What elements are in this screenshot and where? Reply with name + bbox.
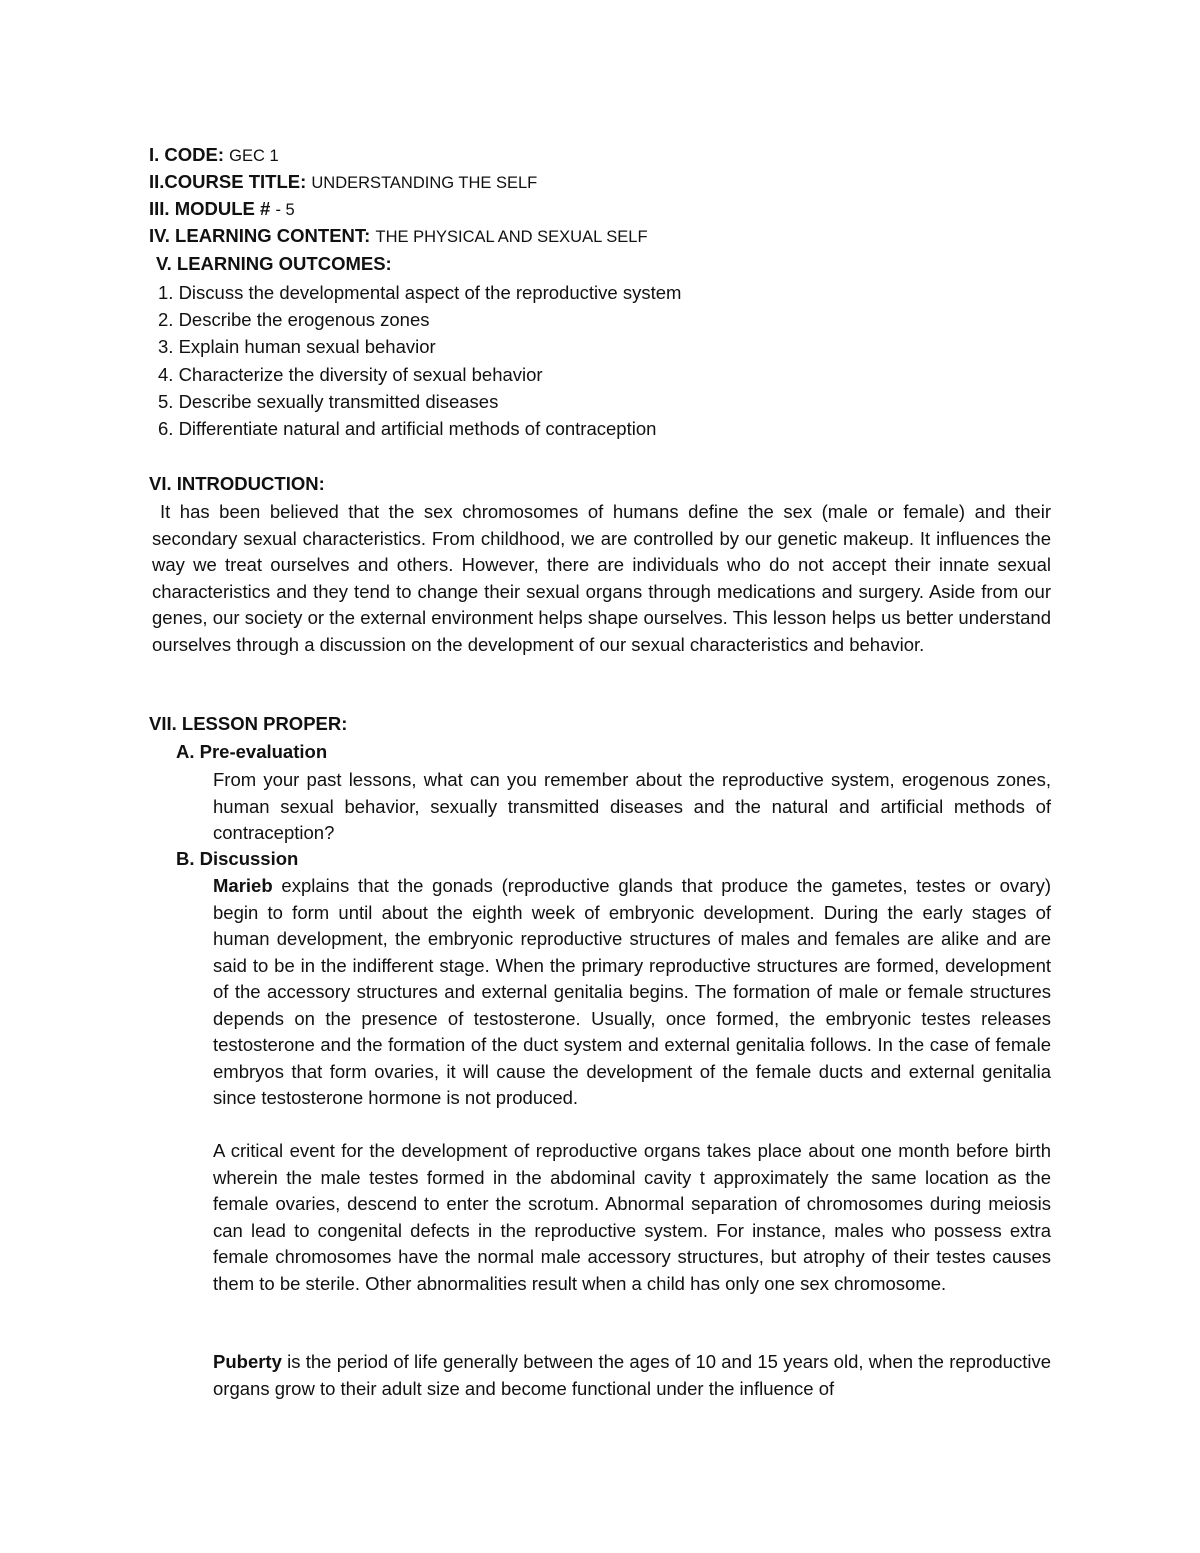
learning-content-label: IV. LEARNING CONTENT:	[149, 225, 371, 246]
discussion-paragraph-3-text: is the period of life generally between the ages of 10 and 15 years old, when the reproductive organs grow to their adult size and become functional under the influence of	[213, 1351, 1051, 1399]
module-value: - 5	[275, 201, 295, 219]
discussion-paragraph-1-text: explains that the gonads (reproductive glands that produce the gametes, testes or ovary) begin to form until about the eighth week of embryonic development. During the early stages of human development, the embryonic reproductive structures of males and females are alike and are said to be in the indifferent stage. When the primary reproductive structures are formed, development of the accessory structures and external genitalia begins. The formation of male or female structures depends on the presence of testosterone. Usually, once formed, the embryonic testes releases testosterone and the formation of the duct system and external genitalia follows. In the case of female embryos that form ovaries, it will cause the development of the female ducts and external genitalia since testosterone hormone is not produced.	[213, 875, 1051, 1108]
module-label: III. MODULE #	[149, 198, 271, 219]
outcome-item: 1. Discuss the developmental aspect of the reproductive system	[158, 282, 682, 303]
discussion-paragraph-2: A critical event for the development of reproductive organs takes place about one month before birth wherein the male testes formed in the abdominal cavity t approximately the same location as the female ovaries, descend to enter the scrotum. Abnormal separation of chromosomes during meiosis can lead to congenital defects in the reproductive system. For instance, males who possess extra female chromosomes have the normal male accessory structures, but atrophy of their testes causes them to be sterile. Other abnormalities result when a child has only one sex chromosome.	[213, 1140, 1051, 1294]
course-title-label: II.COURSE TITLE:	[149, 171, 307, 192]
learning-content-line	[149, 223, 648, 251]
module-line	[149, 196, 295, 224]
lesson-proper-heading: VII. LESSON PROPER:	[149, 713, 348, 734]
outcome-item: 4. Characterize the diversity of sexual behavior	[158, 364, 543, 385]
discussion-paragraph-3	[213, 1349, 1051, 1402]
code-value: GEC 1	[229, 147, 279, 165]
course-title-line	[149, 169, 537, 197]
discussion-paragraph-1	[213, 873, 1051, 1112]
introduction-text: It has been believed that the sex chromosomes of humans define the sex (male or female) and their secondary sexual characteristics. From childhood, we are controlled by our genetic makeup. It influences the way we treat ourselves and others. However, there are individuals who do not accept their innate sexual characteristics and they tend to change their sexual organs through medications and surgery. Aside from our genes, our society or the external environment helps shape ourselves. This lesson helps us better understand ourselves through a discussion on the development of our sexual characteristics and behavior.	[152, 501, 1051, 655]
learning-outcomes-heading: V. LEARNING OUTCOMES:	[156, 253, 392, 274]
marieb-term: Marieb	[213, 875, 273, 896]
outcome-item: 6. Differentiate natural and artificial methods of contraception	[158, 418, 657, 439]
code-label: I. CODE:	[149, 144, 225, 165]
pre-evaluation-heading: A. Pre-evaluation	[176, 741, 328, 762]
outcome-item: 5. Describe sexually transmitted diseases	[158, 391, 499, 412]
pre-evaluation-text: From your past lessons, what can you remember about the reproductive system, erogenous zones, human sexual behavior, sexually transmitted diseases and the natural and artificial methods of contraception?	[213, 769, 1051, 843]
introduction-heading: VI. INTRODUCTION:	[149, 473, 325, 494]
discussion-heading: B. Discussion	[176, 848, 299, 869]
puberty-term: Puberty	[213, 1351, 282, 1372]
outcome-item: 2. Describe the erogenous zones	[158, 309, 430, 330]
outcome-item: 3. Explain human sexual behavior	[158, 336, 436, 357]
course-code-line	[149, 142, 279, 170]
course-title-value: UNDERSTANDING THE SELF	[311, 174, 538, 192]
learning-content-value: THE PHYSICAL AND SEXUAL SELF	[375, 228, 648, 246]
